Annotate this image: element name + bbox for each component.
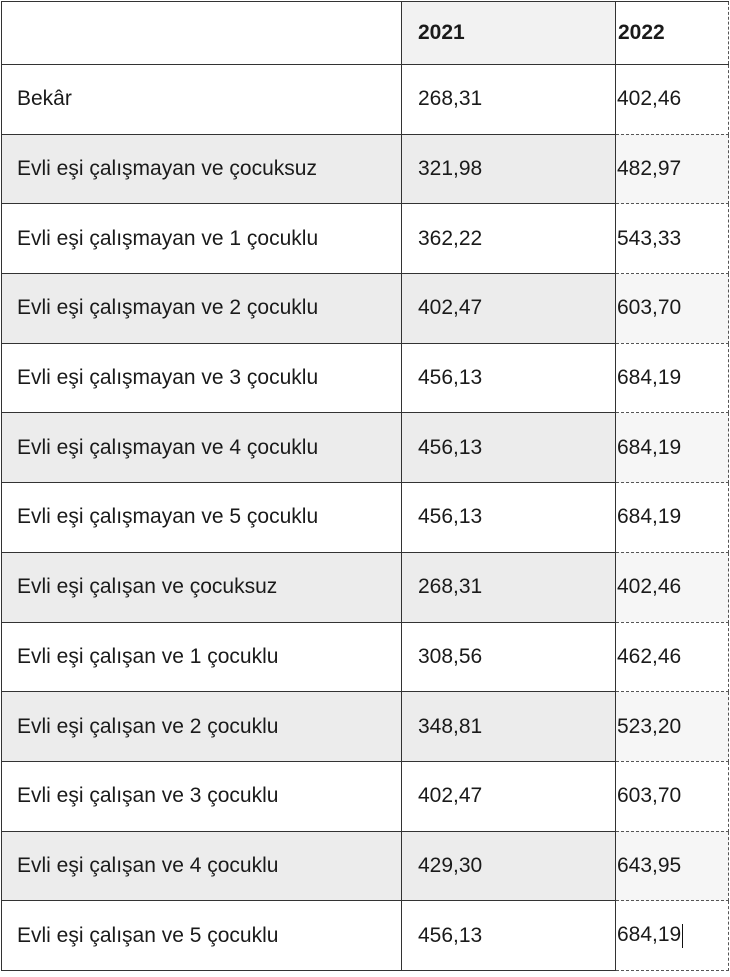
value-2021: 456,13 [402, 483, 616, 553]
value-2022[interactable]: 684,19 [616, 483, 729, 553]
table-row [2, 761, 729, 831]
value-2022-editing[interactable] [616, 901, 729, 971]
value-2021: 348,81 [402, 692, 616, 762]
value-2021: 456,13 [402, 901, 616, 971]
value-2022[interactable]: 603,70 [616, 274, 729, 344]
value-2022[interactable]: 684,19 [616, 343, 729, 413]
value-2022[interactable]: 603,70 [616, 761, 729, 831]
value-2022-text: 684,19 [617, 923, 682, 947]
row-label: Evli eşi çalışan ve 3 çocuklu [2, 761, 402, 831]
value-2021: 402,47 [402, 274, 616, 344]
allowance-table [1, 1, 729, 971]
row-label: Bekâr [2, 65, 402, 135]
row-label: Evli eşi çalışan ve 5 çocuklu [2, 901, 402, 971]
allowance-table-container [1, 1, 728, 974]
row-label: Evli eşi çalışan ve 2 çocuklu [2, 692, 402, 762]
table-row [2, 552, 729, 622]
value-2022[interactable]: 684,19 [616, 413, 729, 483]
table-row [2, 274, 729, 344]
table-row [2, 831, 729, 901]
table-row [2, 134, 729, 204]
value-2021: 362,22 [402, 204, 616, 274]
row-label: Evli eşi çalışan ve 1 çocuklu [2, 622, 402, 692]
table-header-row [2, 2, 729, 65]
value-2021: 308,56 [402, 622, 616, 692]
header-2022: 2022 [616, 2, 729, 65]
value-2021: 429,30 [402, 831, 616, 901]
table-row [2, 65, 729, 135]
value-2022[interactable]: 402,46 [616, 65, 729, 135]
value-2021: 268,31 [402, 65, 616, 135]
row-label: Evli eşi çalışmayan ve 5 çocuklu [2, 483, 402, 553]
table-row [2, 483, 729, 553]
table-row [2, 692, 729, 762]
row-label: Evli eşi çalışmayan ve çocuksuz [2, 134, 402, 204]
value-2022[interactable]: 402,46 [616, 552, 729, 622]
text-cursor [682, 924, 683, 948]
row-label: Evli eşi çalışmayan ve 3 çocuklu [2, 343, 402, 413]
table-row [2, 901, 729, 971]
value-2021: 456,13 [402, 343, 616, 413]
value-2022[interactable]: 482,97 [616, 134, 729, 204]
row-label: Evli eşi çalışmayan ve 1 çocuklu [2, 204, 402, 274]
value-2022[interactable]: 543,33 [616, 204, 729, 274]
header-2021: 2021 [402, 2, 616, 65]
row-label: Evli eşi çalışan ve çocuksuz [2, 552, 402, 622]
table-row [2, 343, 729, 413]
row-label: Evli eşi çalışmayan ve 4 çocuklu [2, 413, 402, 483]
table-row [2, 622, 729, 692]
table-row [2, 413, 729, 483]
value-2021: 268,31 [402, 552, 616, 622]
value-2021: 456,13 [402, 413, 616, 483]
value-2021: 402,47 [402, 761, 616, 831]
value-2022[interactable]: 523,20 [616, 692, 729, 762]
row-label: Evli eşi çalışan ve 4 çocuklu [2, 831, 402, 901]
value-2022[interactable]: 462,46 [616, 622, 729, 692]
row-label: Evli eşi çalışmayan ve 2 çocuklu [2, 274, 402, 344]
value-2022[interactable]: 643,95 [616, 831, 729, 901]
value-2021: 321,98 [402, 134, 616, 204]
header-label-cell [2, 2, 402, 65]
table-row [2, 204, 729, 274]
